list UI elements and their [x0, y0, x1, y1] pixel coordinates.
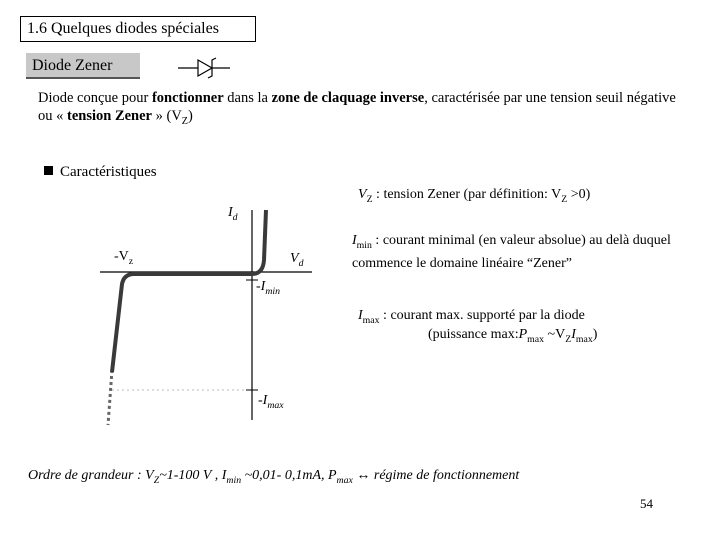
x-axis-label: $V_d$: [290, 251, 304, 269]
bullet-square-icon: [44, 166, 53, 175]
imin-note: $I_{min}$ : courant minimal (en valeur absolue) au delà duquel commence le domaine linéaire “Zener”: [352, 233, 671, 271]
page-number: 54: [640, 496, 653, 511]
slide-title: 1.6 Quelques diodes spéciales: [20, 16, 256, 42]
imax-label: $-I_{max}$: [258, 393, 284, 411]
y-axis-label: $I_d$: [228, 205, 238, 223]
characteristics-heading: Caractéristiques: [44, 164, 157, 181]
intro-paragraph: Diode conçue pour fonctionner dans la zone de claquage inverse, caractérisée par une tension seuil négative ou « tension Zener » $(V_Z)$: [38, 90, 676, 127]
vz-label: $-V_z$: [114, 249, 134, 267]
zener-diode-symbol: [174, 50, 234, 86]
curve-extension: [108, 370, 112, 425]
imax-note-power: (puissance $\max:P_{max}$ $\sim V_ZI_{max}$): [428, 327, 598, 345]
zener-iv-curve: [100, 200, 340, 440]
section-label: Diode Zener: [26, 53, 140, 79]
imin-label: $-I_{min}$: [256, 279, 281, 297]
iv-curve: [112, 210, 266, 372]
order-of-magnitude: Ordre de grandeur : $V_Z\sim 1-100$ V , $I_{min}$ ~0,01- 0,1mA, $P_{max}$ ↔ régime de fonctionnement: [28, 468, 520, 486]
imax-note: $I_{max}$ : courant max. supporté par la diode: [358, 308, 585, 326]
vz-note: $V_Z$ : tension Zener (par définition: $V_Z >0$): [358, 187, 591, 205]
